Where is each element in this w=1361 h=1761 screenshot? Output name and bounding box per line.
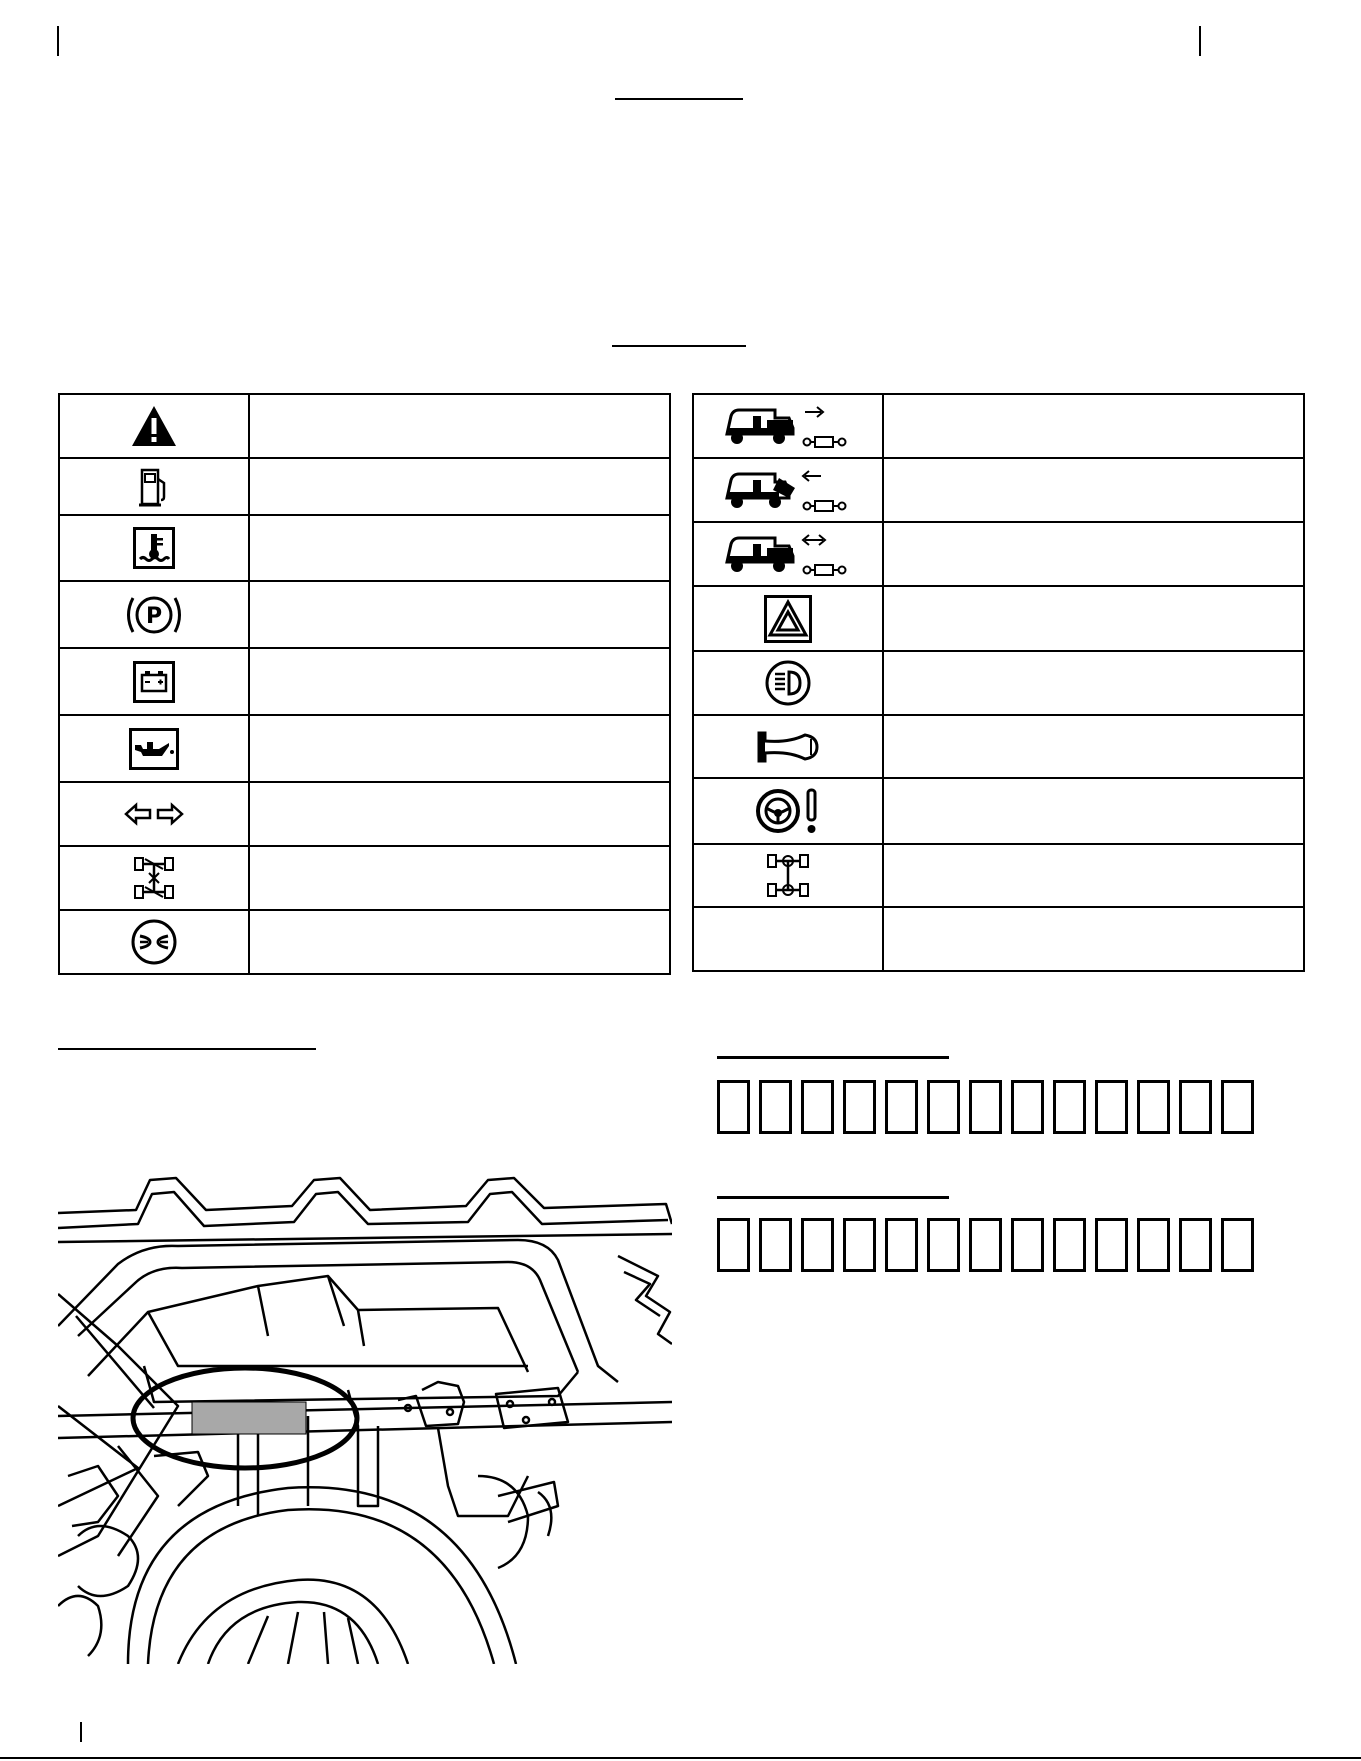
description-cell bbox=[249, 394, 670, 458]
description-cell bbox=[883, 844, 1304, 907]
description-cell bbox=[883, 458, 1304, 522]
entry-box[interactable] bbox=[1179, 1218, 1212, 1272]
table-row bbox=[693, 778, 1304, 844]
entry-box[interactable] bbox=[885, 1218, 918, 1272]
description-cell bbox=[883, 907, 1304, 971]
crop-mark-top-left bbox=[57, 26, 59, 56]
entry-box[interactable] bbox=[801, 1218, 834, 1272]
table-row bbox=[59, 458, 670, 515]
table-row bbox=[693, 651, 1304, 715]
entry-box[interactable] bbox=[801, 1080, 834, 1134]
two-wheel-drive-icon bbox=[764, 852, 812, 900]
coolant-temperature-icon bbox=[133, 527, 175, 569]
svg-text:P: P bbox=[145, 603, 163, 629]
description-cell bbox=[249, 581, 670, 648]
battery-icon bbox=[133, 661, 175, 703]
cargo-bed-extend-retract-icon bbox=[723, 530, 853, 578]
description-cell bbox=[883, 715, 1304, 778]
description-cell bbox=[249, 715, 670, 782]
entry-box[interactable] bbox=[1011, 1080, 1044, 1134]
icon-cell bbox=[59, 846, 249, 910]
icon-cell bbox=[693, 458, 883, 522]
heading-rule-2 bbox=[612, 345, 746, 347]
table-row bbox=[59, 910, 670, 974]
table-row bbox=[693, 522, 1304, 586]
heading-rule-1 bbox=[615, 98, 743, 100]
entry-box[interactable] bbox=[1095, 1080, 1128, 1134]
oil-pressure-icon bbox=[129, 728, 179, 770]
table-row bbox=[59, 846, 670, 910]
icon-cell bbox=[59, 910, 249, 974]
crop-mark-bottom-left bbox=[80, 1722, 82, 1742]
serial-number-entry-boxes-1[interactable] bbox=[717, 1080, 1254, 1134]
table-row bbox=[59, 648, 670, 715]
entry-box[interactable] bbox=[843, 1218, 876, 1272]
description-cell bbox=[883, 522, 1304, 586]
icon-cell bbox=[693, 715, 883, 778]
entry-box[interactable] bbox=[1137, 1218, 1170, 1272]
table-row bbox=[693, 586, 1304, 651]
serial-field-label-rule-1 bbox=[717, 1056, 949, 1059]
entry-box[interactable] bbox=[927, 1218, 960, 1272]
label-location-placeholder bbox=[192, 1402, 306, 1434]
table-row bbox=[693, 458, 1304, 522]
entry-box[interactable] bbox=[1011, 1218, 1044, 1272]
hazard-warning-icon bbox=[764, 595, 812, 643]
entry-box[interactable] bbox=[1221, 1080, 1254, 1134]
entry-box[interactable] bbox=[1221, 1218, 1254, 1272]
icon-cell bbox=[693, 586, 883, 651]
entry-box[interactable] bbox=[717, 1080, 750, 1134]
headlight-high-beam-icon bbox=[764, 659, 812, 707]
entry-box[interactable] bbox=[759, 1218, 792, 1272]
vehicle-frame-label-location-icon bbox=[58, 1176, 672, 1664]
icon-cell bbox=[59, 394, 249, 458]
page-bottom-rule bbox=[0, 1757, 1361, 1759]
entry-box[interactable] bbox=[927, 1080, 960, 1134]
icon-cell bbox=[693, 778, 883, 844]
table-row bbox=[59, 515, 670, 581]
icon-cell bbox=[59, 782, 249, 846]
icon-cell bbox=[693, 907, 883, 971]
entry-box[interactable] bbox=[1137, 1080, 1170, 1134]
fuel-pump-icon bbox=[139, 467, 169, 507]
icon-cell bbox=[59, 515, 249, 581]
entry-box[interactable] bbox=[969, 1080, 1002, 1134]
table-row bbox=[59, 394, 670, 458]
differential-lock-icon bbox=[130, 918, 178, 966]
description-cell bbox=[249, 846, 670, 910]
serial-field-label-rule-2 bbox=[717, 1196, 949, 1199]
entry-box[interactable] bbox=[885, 1080, 918, 1134]
serial-number-entry-boxes-2[interactable] bbox=[717, 1218, 1254, 1272]
indicator-symbol-table-left bbox=[58, 393, 671, 975]
table-row bbox=[693, 907, 1304, 971]
icon-cell bbox=[693, 651, 883, 715]
entry-box[interactable] bbox=[1053, 1218, 1086, 1272]
description-cell bbox=[249, 910, 670, 974]
entry-box[interactable] bbox=[1053, 1080, 1086, 1134]
horn-icon bbox=[755, 727, 821, 767]
entry-box[interactable] bbox=[969, 1218, 1002, 1272]
table-row bbox=[59, 581, 670, 648]
entry-box[interactable] bbox=[759, 1080, 792, 1134]
cargo-bed-retract-icon bbox=[723, 466, 853, 514]
entry-box[interactable] bbox=[717, 1218, 750, 1272]
icon-cell bbox=[59, 581, 249, 648]
section-heading-rule bbox=[58, 1048, 316, 1050]
description-cell bbox=[249, 782, 670, 846]
table-row bbox=[693, 844, 1304, 907]
crop-mark-top-right bbox=[1199, 26, 1201, 56]
description-cell bbox=[883, 778, 1304, 844]
description-cell bbox=[249, 458, 670, 515]
description-cell bbox=[883, 394, 1304, 458]
four-wheel-drive-lock-icon bbox=[131, 855, 177, 901]
entry-box[interactable] bbox=[1179, 1080, 1212, 1134]
icon-cell bbox=[693, 522, 883, 586]
icon-cell bbox=[59, 648, 249, 715]
icon-cell bbox=[59, 715, 249, 782]
table-row bbox=[693, 394, 1304, 458]
icon-cell bbox=[693, 394, 883, 458]
entry-box[interactable] bbox=[1095, 1218, 1128, 1272]
power-steering-warning-icon bbox=[754, 786, 822, 836]
table-row bbox=[59, 782, 670, 846]
turn-signal-arrows-icon bbox=[124, 802, 184, 826]
table-row bbox=[59, 715, 670, 782]
icon-cell bbox=[693, 844, 883, 907]
icon-cell bbox=[59, 458, 249, 515]
warning-triangle-icon bbox=[130, 404, 178, 448]
cargo-bed-extend-icon bbox=[723, 402, 853, 450]
description-cell bbox=[883, 586, 1304, 651]
description-cell bbox=[883, 651, 1304, 715]
indicator-symbol-table-right bbox=[692, 393, 1305, 972]
table-row bbox=[693, 715, 1304, 778]
parking-brake-icon bbox=[121, 591, 187, 639]
description-cell bbox=[249, 515, 670, 581]
entry-box[interactable] bbox=[843, 1080, 876, 1134]
description-cell bbox=[249, 648, 670, 715]
